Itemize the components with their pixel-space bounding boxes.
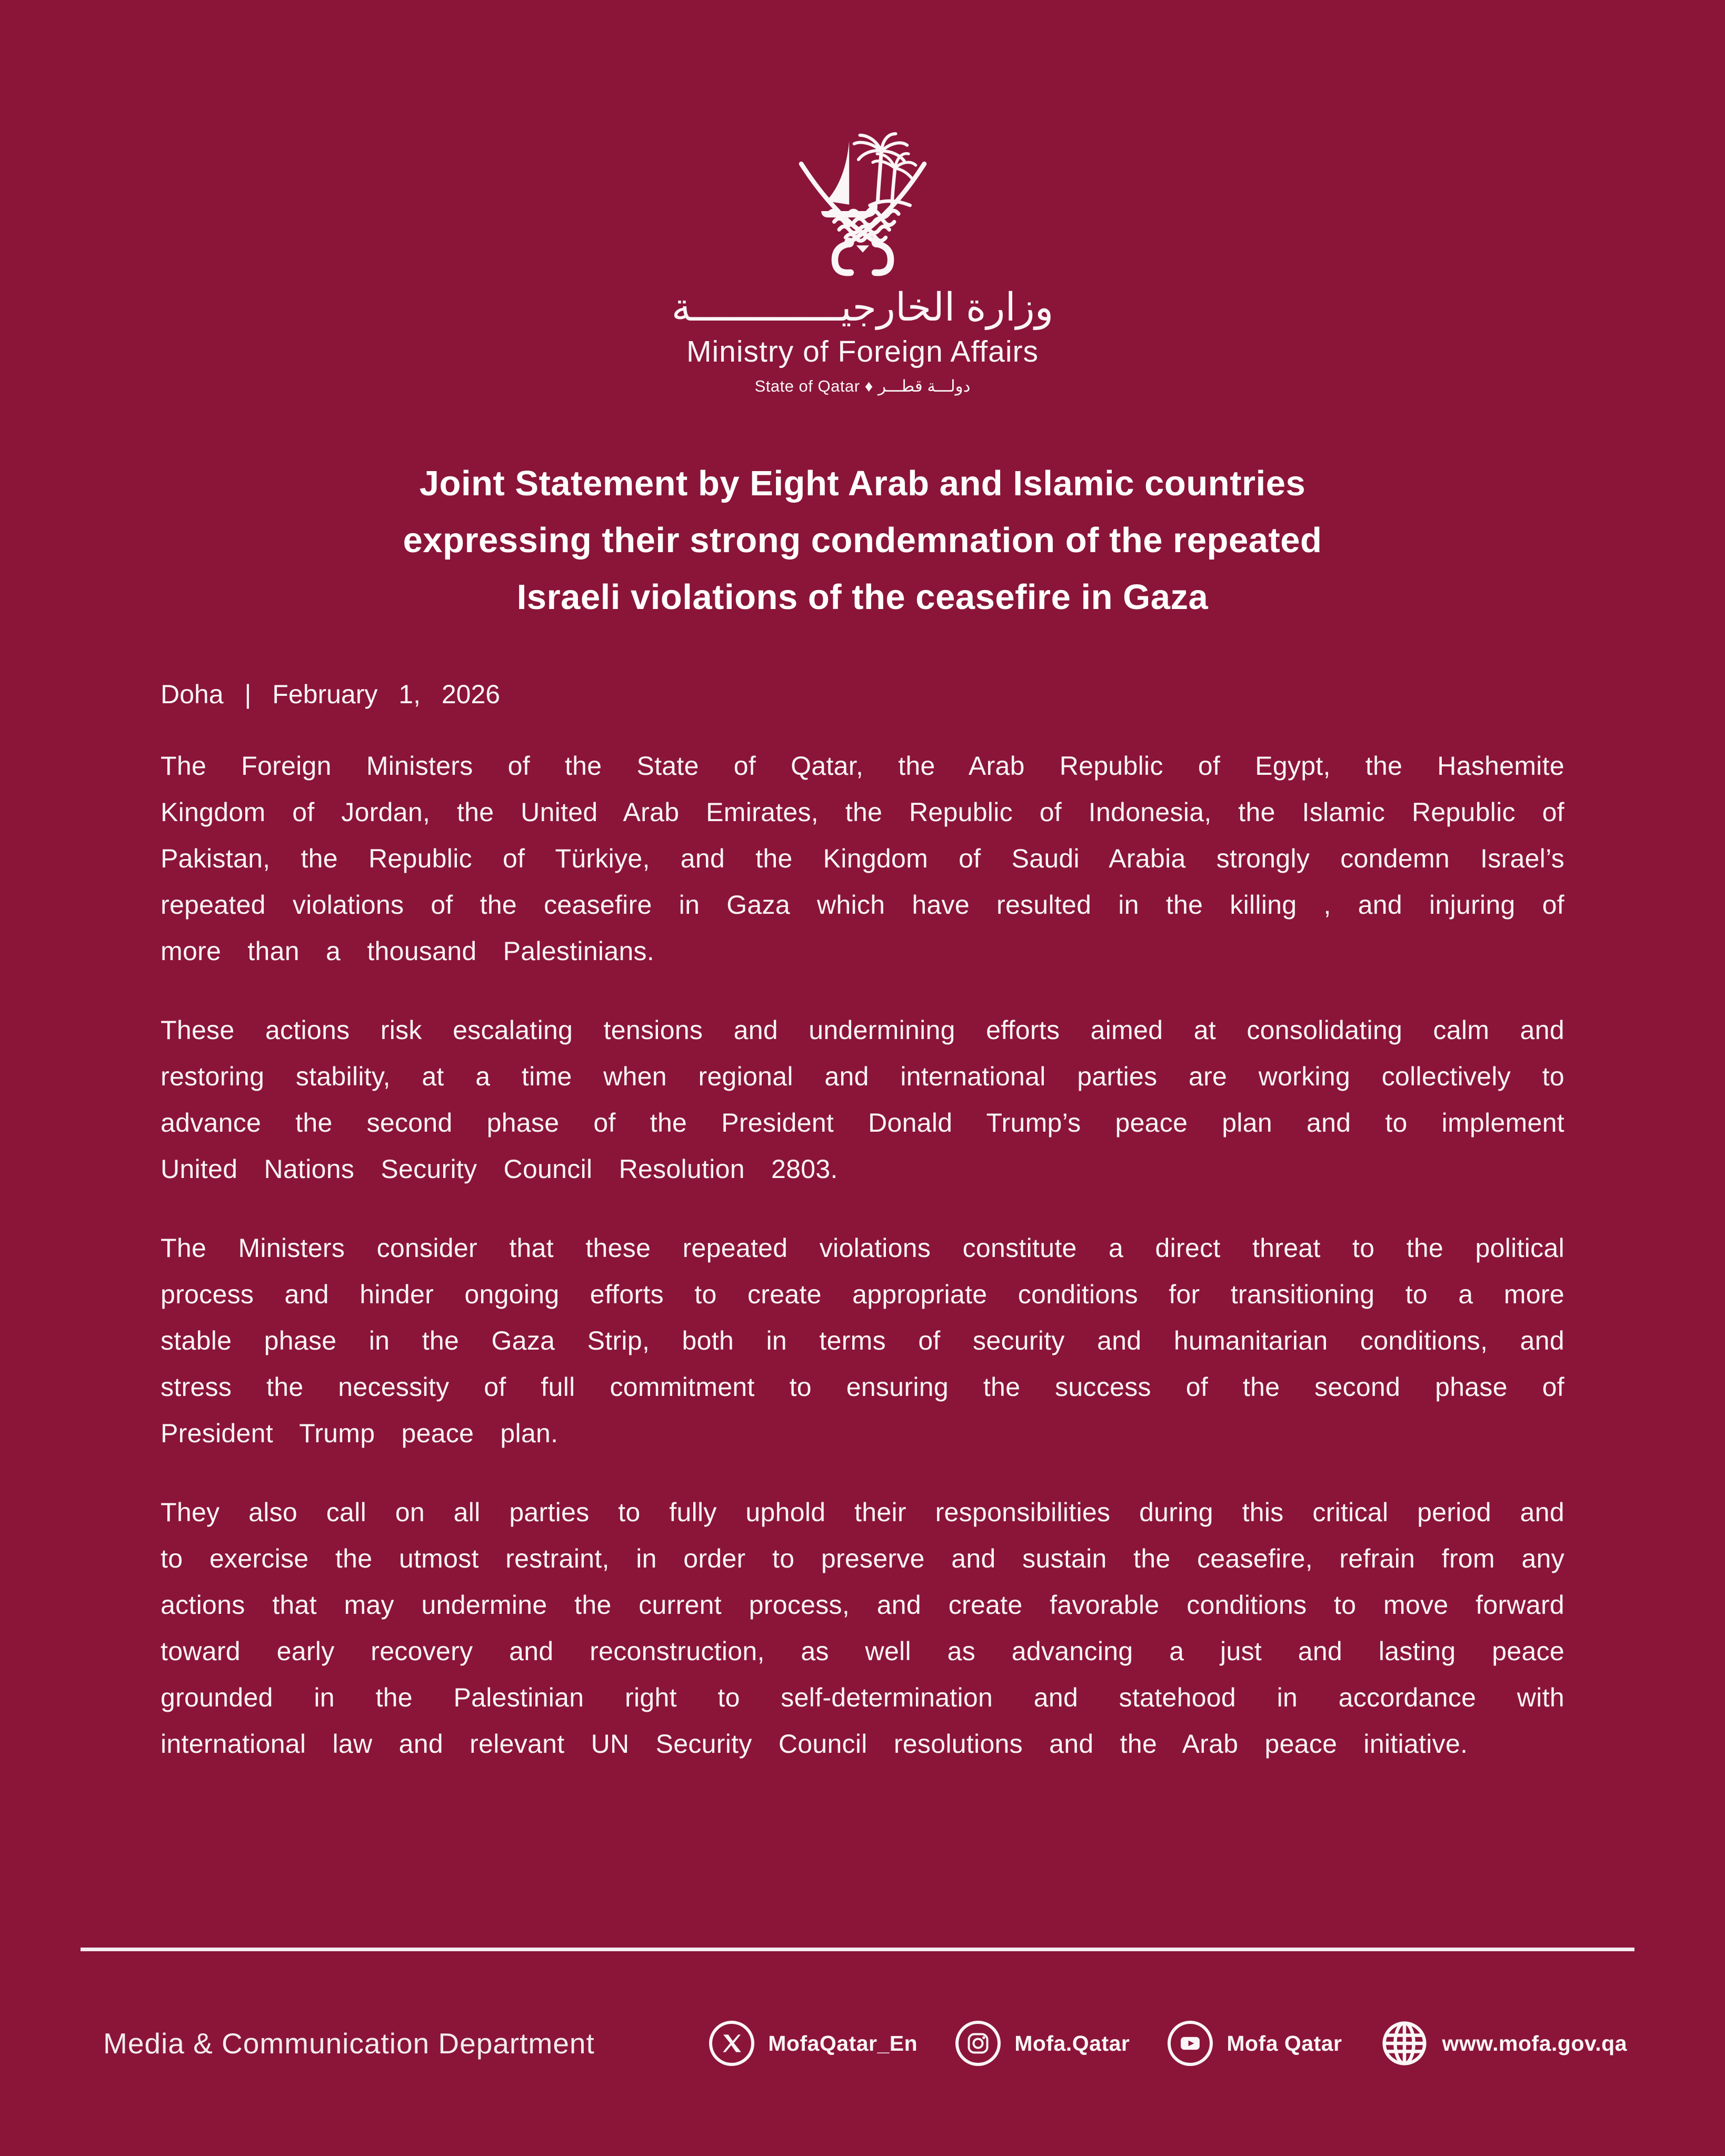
state-of-qatar-line: State of Qatar ♦ دولـــة قطـــر xyxy=(754,377,971,395)
globe-icon xyxy=(1380,2019,1429,2068)
social-handle-label: MofaQatar_En xyxy=(768,2031,918,2055)
footer xyxy=(103,2019,1627,2068)
social-handle-label: Mofa Qatar xyxy=(1227,2031,1342,2055)
statement-paragraph-1: The Foreign Ministers of the State of Qatar, the Arab Republic of Egypt, the Hashemite Kingdom of Jordan, the United Arab Emirates, the Republic of Indonesia, the Islamic Republic of Pakistan, the Republic of Türkiye, and the Kingdom of Saudi Arabia strongly condemn Israel’s repeated violations of the ceasefire in Gaza which have resulted in the killing , and injuring of more than a thousand Palestinians. xyxy=(161,751,1564,966)
dateline: Doha | February 1, 2026 xyxy=(161,680,501,709)
social-handle-label: www.mofa.gov.qa xyxy=(1442,2031,1627,2055)
ministry-name-english: Ministry of Foreign Affairs xyxy=(686,335,1039,368)
statement-title-line-3: Israeli violations of the ceasefire in Gaza xyxy=(516,577,1209,617)
mofa-logo-block xyxy=(161,0,1564,396)
ministry-name-arabic: وزارة الخارجيـــــــــــــة xyxy=(671,285,1054,329)
youtube-icon xyxy=(1168,2021,1213,2066)
x-twitter-icon xyxy=(709,2021,754,2066)
social-link-x-twitter[interactable] xyxy=(709,2021,918,2066)
statement-title-line-1: Joint Statement by Eight Arab and Islamic countries xyxy=(419,464,1306,503)
footer-divider xyxy=(81,1948,1634,1951)
social-links xyxy=(709,2019,1627,2068)
social-link-website[interactable] xyxy=(1380,2019,1627,2068)
statement-paragraph-4: They also call on all parties to fully uphold their responsibilities during this critical period and to exercise the utmost restraint, in order to preserve and sustain the ceasefire, refrain from any actions that may undermine the current process, and create favorable conditions to move forward toward early recovery and reconstruction, as well as advancing a just and lasting peace grounded in the Palestinian right to self-determination and statehood in accordance with international law and relevant UN Security Council resolutions and the Arab peace initiative. xyxy=(161,1498,1564,1759)
statement-paragraph-3: The Ministers consider that these repeated violations constitute a direct threat to the political process and hinder ongoing efforts to create appropriate conditions for transitioning to a more stable phase in the Gaza Strip, both in terms of security and humanitarian conditions, and stress the necessity of full commitment to ensuring the success of the second phase of President Trump peace plan. xyxy=(161,1233,1564,1448)
statement-title xyxy=(161,455,1564,626)
qatar-emblem-icon xyxy=(791,129,934,277)
social-link-instagram[interactable] xyxy=(955,2021,1130,2066)
instagram-icon xyxy=(955,2021,1001,2066)
department-label: Media & Communication Department xyxy=(103,2027,595,2060)
statement-paragraph-2: These actions risk escalating tensions and undermining efforts aimed at consolidating calm and restoring stability, at a time when regional and international parties are working collectively to advance the second phase of the President Donald Trump’s peace plan and to implement United Nations Security Council Resolution 2803. xyxy=(161,1015,1564,1184)
statement-body xyxy=(161,743,1564,1767)
social-link-youtube[interactable] xyxy=(1168,2021,1342,2066)
social-handle-label: Mofa.Qatar xyxy=(1014,2031,1130,2055)
statement-title-line-2: expressing their strong condemnation of the repeated xyxy=(403,521,1322,560)
